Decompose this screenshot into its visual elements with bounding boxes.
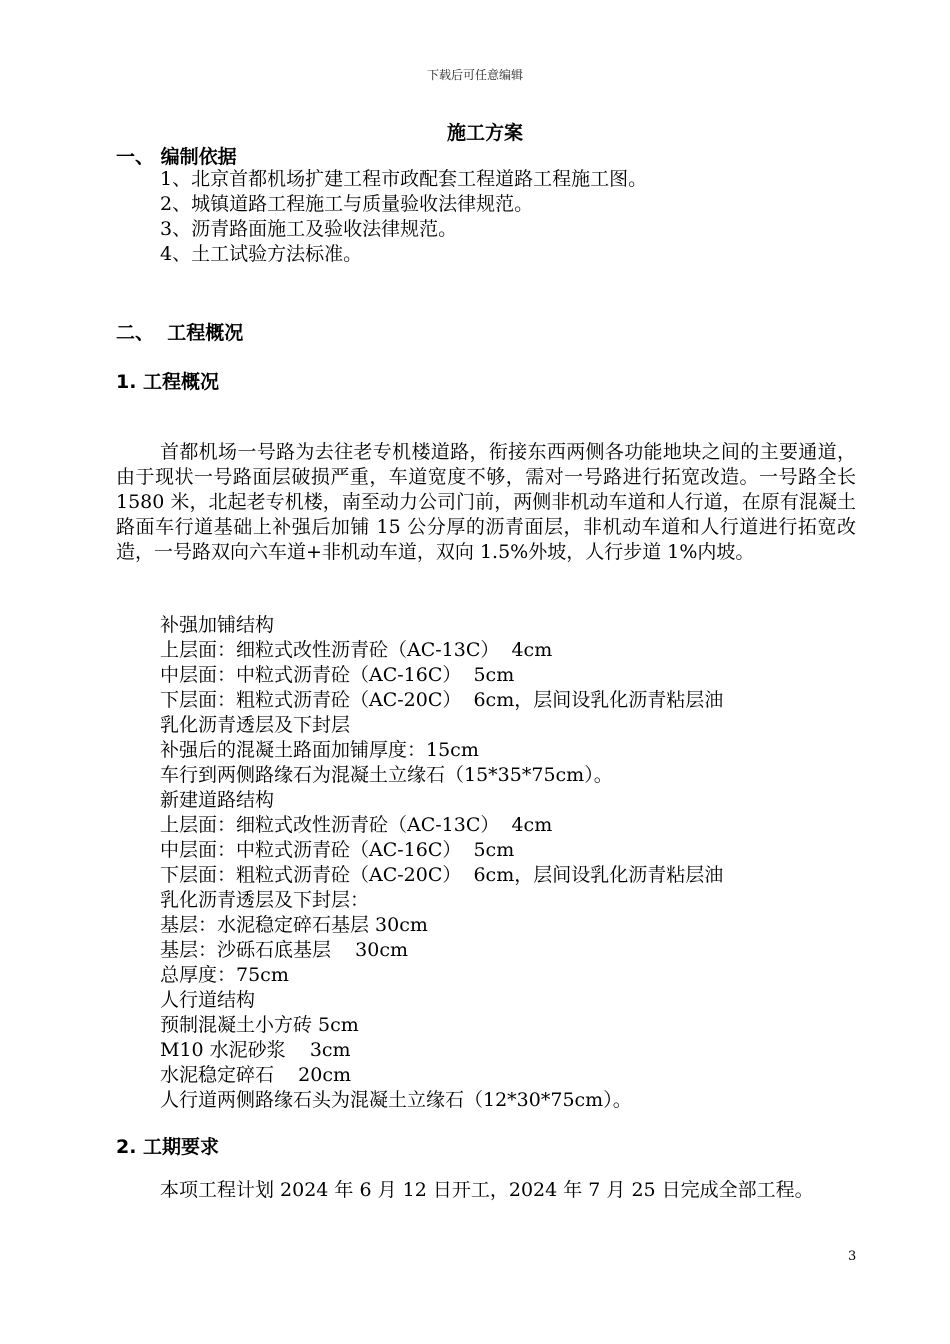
schedule-paragraph: 本项工程计划 2024 年 6 月 12 日开工，2024 年 7 月 25 日完成全部工程。 (160, 1179, 814, 1201)
structure-line: 补强后的混凝土路面加铺厚度：15cm (160, 739, 479, 761)
structure-line: 人行道两侧路缘石头为混凝土立缘石（12*30*75cm）。 (160, 1089, 632, 1111)
structure-line: 中层面：中粒式沥青砼（AC-16C） 5cm (160, 664, 515, 686)
page-header: 下载后可任意编辑 (426, 68, 523, 82)
structure-line: 乳化沥青透层及下封层 (160, 714, 351, 736)
structure-line: M10 水泥砂浆 3cm (160, 1039, 351, 1061)
subsection-overview-heading: 1. 工程概况 (116, 371, 220, 393)
structure-line: 新建道路结构 (160, 789, 275, 811)
basis-item: 4、土工试验方法标准。 (160, 243, 363, 265)
structure-line: 水泥稳定碎石 20cm (160, 1064, 351, 1086)
structure-line: 车行到两侧路缘石为混凝土立缘石（15*35*75cm）。 (160, 764, 613, 786)
subsection-schedule-heading: 2. 工期要求 (116, 1136, 220, 1158)
structure-line: 乳化沥青透层及下封层： (160, 889, 370, 911)
overview-paragraph: 首都机场一号路为去往老专机楼道路，衔接东西两侧各功能地块之间的主要通道，由于现状一号路面层破损严重，车道宽度不够，需对一号路进行拓宽改造。一号路全长 1580 米，北起老专机楼，南至动力公司门前，两侧非机动车道和人行道，在原有混凝土路面车行道基础上补强后加铺 15 公分厚的沥青面层，非机动车道和人行道进行拓宽改造，一号路双向六车道+非机动车道，双向 1.5%外坡，人行步道 1%内坡。 (116, 441, 856, 563)
structure-line: 人行道结构 (160, 989, 256, 1011)
structure-line: 上层面：细粒式改性沥青砼（AC-13C） 4cm (160, 639, 553, 661)
document-title: 施工方案 (446, 122, 523, 144)
structure-line: 下层面：粗粒式沥青砼（AC-20C） 6cm，层间设乳化沥青粘层油 (160, 864, 724, 886)
structure-line: 基层：沙砾石底基层 30cm (160, 939, 408, 961)
basis-item: 1、北京首都机场扩建工程市政配套工程道路工程施工图。 (160, 168, 648, 190)
structure-line: 上层面：细粒式改性沥青砼（AC-13C） 4cm (160, 814, 553, 836)
basis-item: 3、沥青路面施工及验收法律规范。 (160, 218, 458, 240)
structure-line: 中层面：中粒式沥青砼（AC-16C） 5cm (160, 839, 515, 861)
structure-line: 基层：水泥稳定碎石基层 30cm (160, 914, 428, 936)
structure-line: 总厚度：75cm (160, 964, 289, 986)
structure-line: 补强加铺结构 (160, 614, 275, 636)
section1-heading: 一、 编制依据 (116, 146, 237, 168)
structure-line: 下层面：粗粒式沥青砼（AC-20C） 6cm，层间设乳化沥青粘层油 (160, 689, 724, 711)
structure-line: 预制混凝土小方砖 5cm (160, 1014, 359, 1036)
basis-item: 2、城镇道路工程施工与质量验收法律规范。 (160, 193, 534, 215)
page-number: 3 (848, 1249, 857, 1264)
section2-heading: 二、 工程概况 (116, 322, 244, 344)
